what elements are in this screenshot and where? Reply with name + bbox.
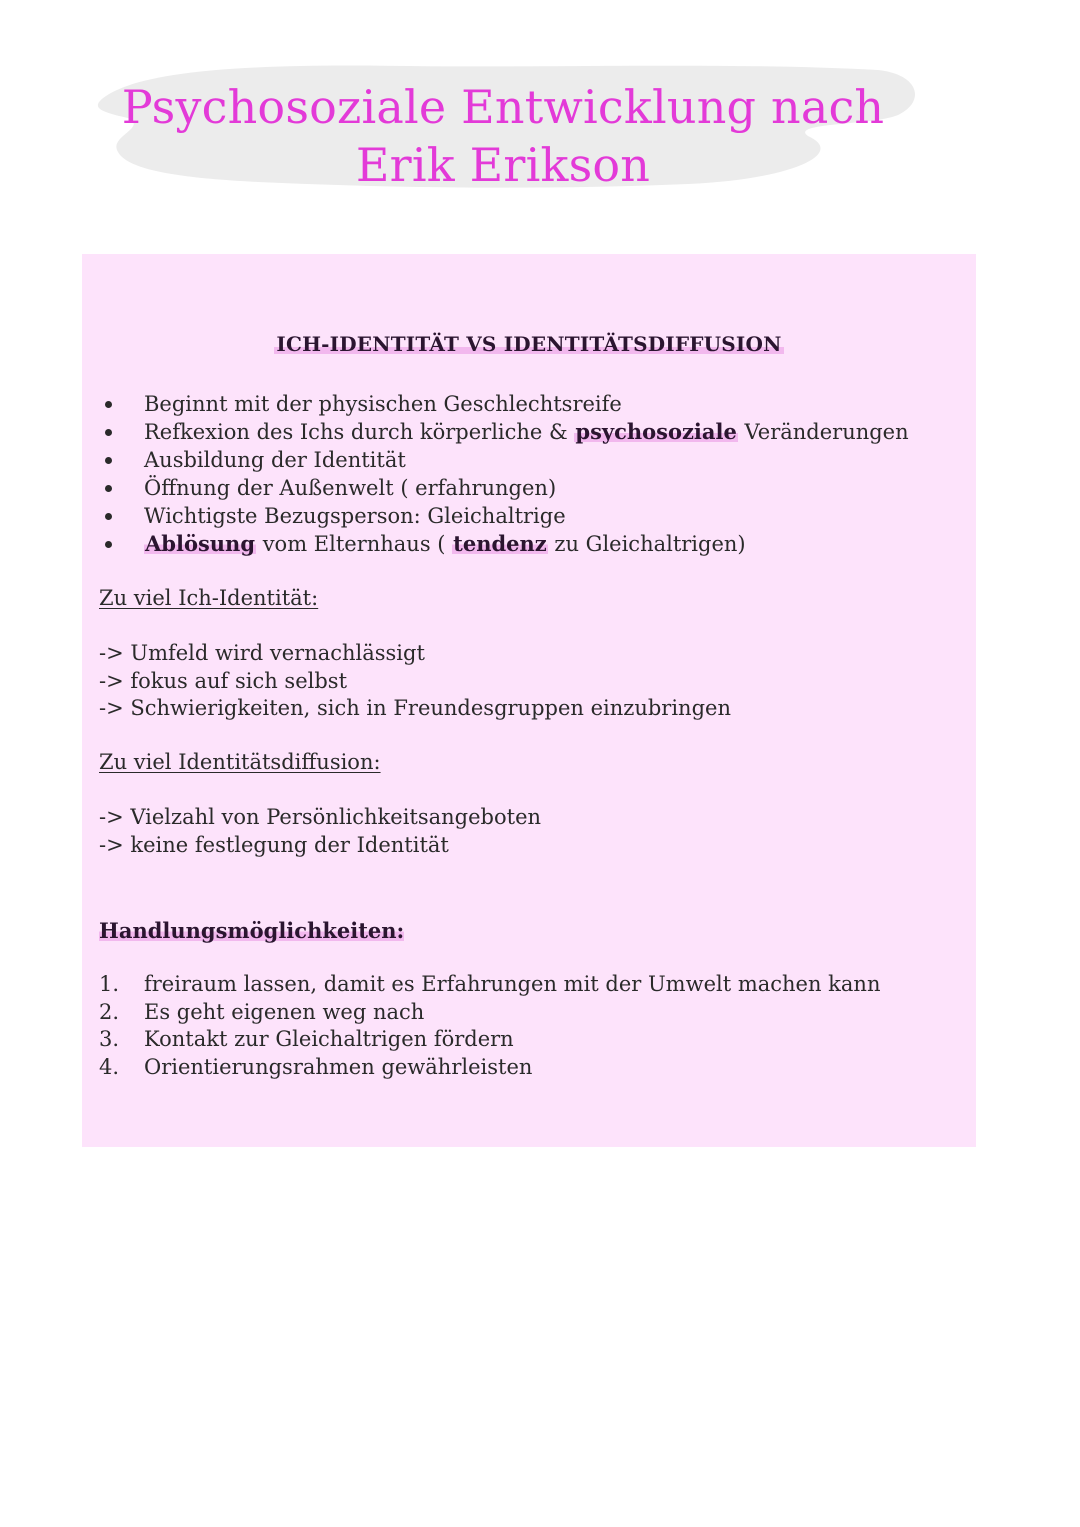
- section-heading: ICH-IDENTITÄT VS IDENTITÄTSDIFFUSION: [276, 332, 782, 356]
- too-much-identity-list: [99, 640, 731, 723]
- bullet-dot: [105, 485, 112, 492]
- title-block: [88, 56, 918, 196]
- highlighted-term: tendenz: [453, 531, 547, 556]
- subheading-too-much-identity: Zu viel Ich-Identität:: [99, 586, 319, 610]
- list-item: Beginnt mit der physischen Geschlechtsreife: [82, 390, 976, 418]
- list-item: 2. Es geht eigenen weg nach: [99, 999, 880, 1027]
- list-item: Ausbildung der Identität: [82, 446, 976, 474]
- list-item: -> keine festlegung der Identität: [99, 832, 449, 857]
- list-item: Refkexion des Ichs durch körperliche & psychosoziale Veränderungen: [82, 418, 976, 446]
- list-item: 1. freiraum lassen, damit es Erfahrungen mit der Umwelt machen kann: [99, 971, 880, 999]
- bullet-list: [82, 390, 976, 558]
- subheading-actions: Handlungsmöglichkeiten:: [99, 918, 405, 943]
- list-number: 1.: [99, 972, 120, 996]
- too-much-diffusion-list: [99, 804, 541, 859]
- highlighted-term: Ablösung: [145, 531, 256, 556]
- list-item: -> Schwierigkeiten, sich in Freundesgruppen einzubringen: [99, 696, 731, 720]
- bullet-dot: [105, 541, 112, 548]
- list-number: 3.: [99, 1027, 120, 1051]
- subheading-too-much-diffusion: Zu viel Identitätsdiffusion:: [99, 750, 381, 774]
- list-item: -> Umfeld wird vernachlässigt: [99, 641, 425, 665]
- list-number: 2.: [99, 999, 120, 1024]
- bullet-dot: [105, 429, 112, 436]
- list-item: Öffnung der Außenwelt ( erfahrungen): [82, 474, 976, 502]
- bullet-dot: [105, 457, 112, 464]
- list-item: Wichtigste Bezugsperson: Gleichaltrige: [82, 502, 976, 530]
- highlighted-term: psychosoziale: [575, 419, 737, 444]
- page-title-line-2: Erik Erikson: [355, 138, 651, 192]
- list-item: 3. Kontakt zur Gleichaltrigen fördern: [99, 1026, 880, 1054]
- page-title: [88, 78, 918, 194]
- list-number: 4.: [99, 1054, 120, 1079]
- list-item: -> Vielzahl von Persönlichkeitsangeboten: [99, 805, 542, 829]
- page-title-line-1: Psychosoziale Entwicklung nach: [121, 80, 885, 134]
- bullet-dot: [105, 513, 112, 520]
- list-item: 4. Orientierungsrahmen gewährleisten: [99, 1054, 880, 1082]
- actions-list: [99, 971, 880, 1081]
- list-item: -> fokus auf sich selbst: [99, 668, 348, 693]
- content-card: [82, 254, 976, 1147]
- list-item: Ablösung vom Elternhaus ( tendenz zu Gleichaltrigen): [82, 530, 976, 558]
- bullet-dot: [105, 401, 112, 408]
